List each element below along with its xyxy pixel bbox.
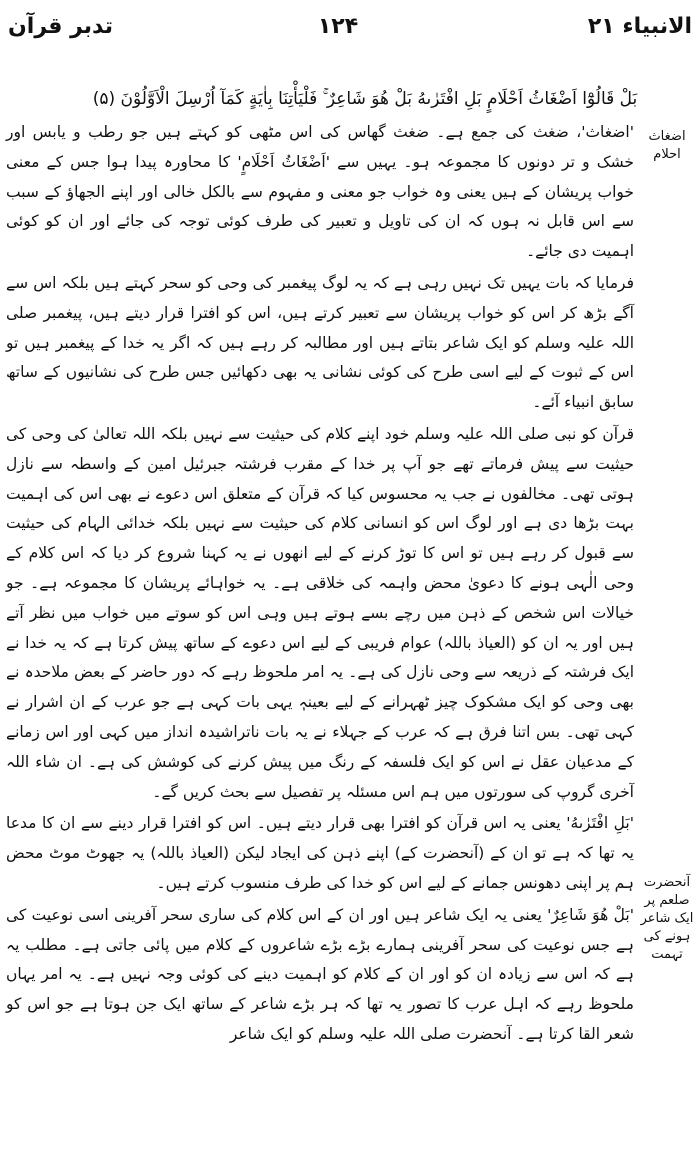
paragraph: فرمایا کہ بات یہیں تک نہیں رہی ہے کہ یہ لوگ پیغمبر کی وحی کو سحر کہتے ہیں بلکہ اس سے آگے بڑھ کر اس کو خواب پریشان سے تعبیر کرتے ہیں، اس کو افترا قرار دیتے ہیں، پیغمبر صلی اللہ علیہ وسلم کو ایک شاعر بتاتے ہیں اور مطالبہ کر رہے ہیں کہ اگر یہ خدا کے پیغمبر ہیں تو اس کے ثبوت کے لیے اسی طرح کی کوئی نشانی یہ بھی دکھائیں جس طرح کی نشانیوں کے ساتھ سابق انبیاء آئے۔ bbox=[6, 273, 634, 412]
book-title: تدبر قرآن bbox=[8, 14, 113, 39]
page-header bbox=[8, 14, 692, 54]
page-number: ۱۲۴ bbox=[317, 14, 359, 39]
paragraph: 'بَلْ هُوَ شَاعِرٌ' یعنی یہ ایک شاعر ہیں اور ان کے اس کلام کی ساری سحر آفرینی اسی نوعیت کی ہے جس نوعیت کی سحر آفرینی ہمارے بڑے بڑے شاعروں کے کلام میں پائی جاتی ہے۔ مطلب یہ ہے کہ اس سے زیادہ ان کو اور ان کے کلام کو اہمیت دینے کی کوئی وجہ نہیں ہے۔ یہ امر یہاں ملحوظ رہے کہ اہل عرب کا تصور یہ تھا کہ ہر بڑے شاعر کے ساتھ ایک جن ہوتا ہے جو اس کو شعر القا کرتا ہے۔ آنحضرت صلی اللہ علیہ وسلم کو ایک شاعر bbox=[6, 905, 634, 1043]
quran-verse: بَلْ قَالُوْٓا اَضْغَاثُ اَحْلَامٍ بَلِ افْتَرٰىهُ بَلْ هُوَ شَاعِرٌ ۚ فَلْيَأْتِنَا بِاٰيَةٍ كَمَآ اُرْسِلَ الْاَوَّلُوْنَ (۵) bbox=[92, 89, 638, 109]
paragraph: قرآن کو نبی صلی اللہ علیہ وسلم خود اپنے کلام کی حیثیت سے نہیں بلکہ اللہ تعالیٰ کی وحی کی حیثیت سے پیش فرماتے تھے جو آپ پر خدا کے مقرب فرشتہ جبرئیل امین کے واسطہ سے نازل ہوتی تھی۔ مخالفوں نے جب یہ محسوس کیا کہ قرآن کے متعلق اس دعوے نے بھی اس کی اہمیت بہت بڑھا دی ہے اور لوگ اس کو انسانی کلام کی حیثیت سے نہیں بلکہ خدائی الہام کی حیثیت سے قبول کر رہے ہیں تو اس کا توڑ کرنے کے لیے انھوں نے یہ کہنا شروع کر دیا کہ اس کلام کے وحی الٰہی ہونے کا دعویٰ محض واہمہ کی خلاقی ہے۔ یہ خواہائے پریشان کا مجموعہ ہے۔ جو خیالات اس شخص کے ذہن میں رچے بسے ہوتے ہیں وہی اس کو سوتے میں خواب میں نظر آتے ہیں اور یہ ان کو (العیاذ باللہ) عوام فریبی کے لیے اس دعوے کے ساتھ پیش کرتا ہے کہ یہ خدا نے ایک فرشتہ کے ذریعہ سے وحی نازل کی ہے۔ یہ امر ملحوظ رہے کہ دور حاضر کے بعض ملاحدہ نے بھی وحی کو ایک مشکوک چیز ٹھہرانے کے لیے بعینہٖ یہی بات کہی ہے جو عرب کے ان اشرار نے کہی تھی۔ بس اتنا فرق ہے کہ عرب کے جہلاء نے یہ بات ناتراشیدہ انداز میں کہی اور اس زمانے کے مدعیان عقل نے اس کو ایک فلسفہ کے رنگ میں پیش کرنے کی کوشش کی ہے۔ ان شاء اللہ آخری گروپ کی سورتوں میں ہم اس مسئلہ پر تفصیل سے بحث کریں گے۔ bbox=[6, 424, 634, 801]
paragraph: 'بَلِ افْتَرٰىهُ' یعنی یہ اس قرآن کو افترا بھی قرار دیتے ہیں۔ اس کو افترا قرار دینے سے ان کا مدعا یہ تھا کہ ہے تو ان کے (آنحضرت کے) اپنے ذہن کی ایجاد لیکن (العیاذ باللہ) یہ جھوٹ موٹ محض ہم پر اپنی دھونس جمانے کے لیے اس کو خدا کی طرف منسوب کرتے ہیں۔ bbox=[6, 814, 634, 892]
margin-note-poet-accusation: آنحضرت صلعم پر ایک شاعر ہونے کی تہمت bbox=[640, 875, 694, 962]
surah-label: الانبیاء ۲۱ bbox=[587, 14, 692, 39]
paragraph: 'اضغاث'، ضغث کی جمع ہے۔ ضغث گھاس کی اس مٹھی کو کہتے ہیں جو رطب و یابس اور خشک و تر دونوں کا مجموعہ ہو۔ یہیں سے 'اَضْغَاثُ اَحْلَامٍ' کا محاورہ پیدا ہوا جس کے معنی خواب پریشان کے ہیں یعنی وہ خواب جو معنی و مفہوم سے بالکل خالی اور اپنے الجھاؤ کے سبب سے اس قابل نہ ہوں کہ ان کی تاویل و تعبیر کی طرف کوئی توجہ کی جائے اور ان کو کوئی اہمیت دی جائے۔ bbox=[6, 123, 634, 261]
commentary-text bbox=[6, 118, 634, 1050]
margin-note-adghath: اضغاث احلام bbox=[648, 129, 686, 162]
